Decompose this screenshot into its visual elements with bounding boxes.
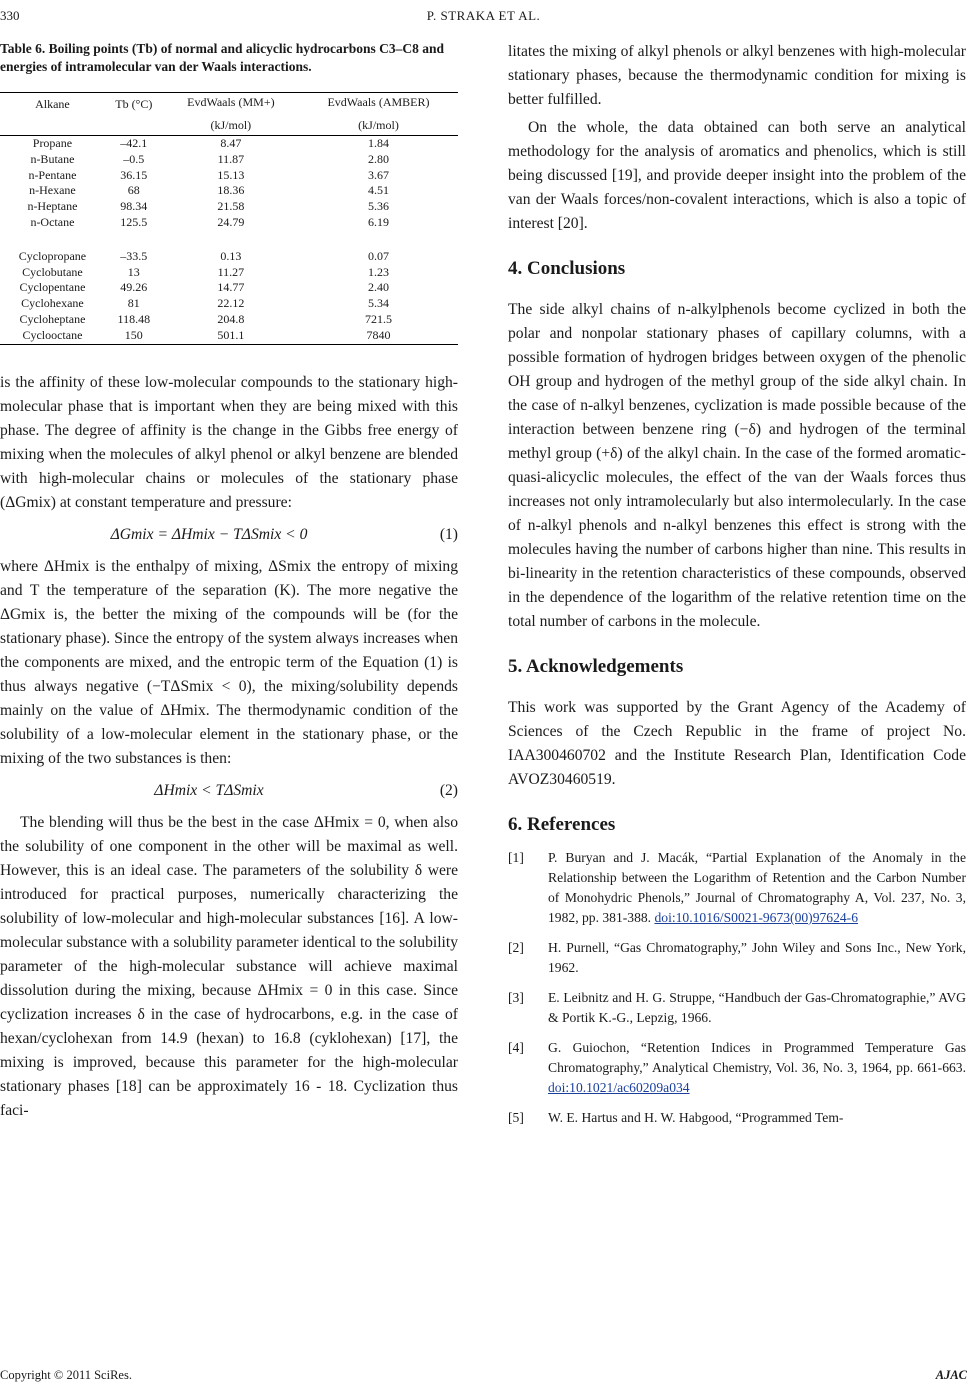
- table-row: [0, 199, 458, 215]
- right-paragraph-2: On the whole, the data obtained can both serve an analytical methodology for the analysis of aromatics and phenolics, which is still being discussed [19], and provide deeper insight into the problem of the van der Waals forces/non-covalent interactions, which is also a topic of interest [20].: [508, 119, 966, 232]
- table-cell: 68: [127, 183, 140, 198]
- table-cell: n-Octane: [30, 214, 75, 229]
- table-cell: 150: [124, 327, 143, 342]
- table-cell: 118.48: [117, 311, 151, 326]
- table-cell: 14.77: [217, 280, 245, 295]
- reference-doi-link[interactable]: doi:10.1021/ac60209a034: [548, 1080, 690, 1095]
- boiling-points-table: [0, 92, 458, 345]
- table-cell: 0.07: [367, 248, 389, 263]
- table-cell: 11.27: [217, 264, 245, 279]
- reference-text: [548, 1038, 966, 1098]
- table-row: [0, 280, 458, 296]
- reference-text: [548, 848, 966, 928]
- table-cell: n-Butane: [30, 151, 75, 166]
- table-cell: Cycloheptane: [19, 311, 86, 326]
- acknowledgements-text: This work was supported by the Grant Agency of the Academy of Sciences of the Czech Republic in the frame of project No. IAA300460702 and the Institute Research Plan, Identification Code AVOZ30460519.: [508, 699, 966, 788]
- equation-2: [0, 771, 458, 811]
- table-cell: 11.87: [217, 151, 245, 166]
- unit-mm: (kJ/mol): [163, 116, 299, 136]
- table-cell: 13: [127, 264, 140, 279]
- table-row: [0, 136, 458, 152]
- reference-number: [5]: [508, 1110, 524, 1125]
- table-cell: 22.12: [217, 296, 245, 311]
- table-row: [0, 152, 458, 168]
- table-row: [0, 168, 458, 184]
- page-number: 330: [0, 8, 20, 23]
- reference-text: [548, 938, 966, 978]
- reference-doi-link[interactable]: doi:10.1016/S0021-9673(00)97624-6: [654, 910, 859, 925]
- table-cell: –42.1: [120, 136, 148, 150]
- left-paragraph-1: is the affinity of these low-molecular compounds to the stationary high-molecular phase that is important when they are being mixed with this phase. The degree of affinity is the change in the Gibbs free energy of mixing when the molecules of alkyl phenol or alkyl benzene are blended with high-molecular chains or molecules of the stationary phase (ΔGmix) at constant temperature and pressure:: [0, 373, 458, 511]
- table-cell: 5.34: [367, 296, 389, 311]
- table-cell: Cyclooctane: [22, 327, 83, 342]
- right-paragraph-1: litates the mixing of alkyl phenols or alkyl benzenes with high-molecular stationary phases, because the thermodynamic condition for mixing is better fulfilled.: [508, 43, 966, 108]
- table-cell: 8.47: [220, 136, 242, 150]
- references-heading: 6. References: [508, 814, 616, 835]
- table-cell: 49.26: [120, 280, 148, 295]
- reference-number: [4]: [508, 1040, 524, 1055]
- table-cell: –33.5: [120, 248, 148, 263]
- table-caption: Table 6. Boiling points (Tb) of normal and alicyclic hydrocarbons C3–C8 and energies of intramolecular van der Waals interactions.: [0, 41, 445, 74]
- table-cell: n-Hexane: [29, 183, 76, 198]
- table-cell: 36.15: [120, 167, 148, 182]
- table-cell: 1.84: [367, 136, 389, 150]
- table-cell: 501.1: [217, 327, 245, 342]
- table-cell: Propane: [32, 136, 73, 150]
- unit-amber: (kJ/mol): [299, 116, 458, 136]
- table-row: [0, 183, 458, 199]
- left-paragraph-3: The blending will thus be the best in the case ΔHmix = 0, when also the solubility of one component in the other will be maximal as well. However, this is an ideal case. The parameters of the solubility δ were introduced for practical purposes, numerically characterizing the solubility of low-molecular and high-molecular substances [16]. A low-molecular substance with a solubility parameter identical to the solubility parameter of the high-molecular substance will achieve maximal dissolution during the mixing, because ΔHmix = 0 in this case. Since cyclization increases δ in the case of hydrocarbons, e.g. in the case of hexan/cyclohexan from 14.9 (hexan) to 16.8 (cyklohexan) [17], the mixing is improved, because this parameter for the high-molecular stationary phases [18] can be approximately 16 - 18. Cyclization thus faci-: [0, 813, 458, 1119]
- reference-body: H. Purnell, “Gas Chromatography,” John Wiley and Sons Inc., New York, 1962.: [548, 940, 966, 975]
- table-cell: 6.19: [367, 214, 389, 229]
- equation-1-expr: ΔGmix = ΔHmix − TΔSmix < 0: [110, 525, 308, 543]
- running-title: P. STRAKA ET AL.: [426, 8, 541, 23]
- col-mm: EvdWaals (MM+): [187, 95, 275, 109]
- reference-item: [508, 1108, 966, 1128]
- table-cell: 98.34: [120, 199, 148, 214]
- equation-2-expr: ΔHmix < TΔSmix: [154, 781, 264, 799]
- table-row: [0, 312, 458, 328]
- table-cell: Cyclobutane: [22, 264, 83, 279]
- table-cell: 721.5: [364, 311, 392, 326]
- table-cell: 2.40: [367, 280, 389, 295]
- table-cell: 2.80: [367, 151, 389, 166]
- equation-2-number: (2): [439, 781, 458, 799]
- table-cell: n-Heptane: [27, 199, 78, 214]
- reference-text: [548, 1108, 966, 1128]
- table-cell: 204.8: [217, 311, 245, 326]
- reference-item: [508, 988, 966, 1028]
- reference-item: [508, 1038, 966, 1098]
- col-amber: EvdWaals (AMBER): [327, 95, 430, 109]
- reference-item: [508, 848, 966, 928]
- table-row: [0, 328, 458, 344]
- table-cell: 3.67: [367, 167, 389, 182]
- table-cell: 5.36: [367, 199, 389, 214]
- col-tb: Tb (°C): [115, 97, 153, 111]
- left-column: [0, 40, 458, 1123]
- footer-copyright: Copyright © 2011 SciRes.: [0, 1368, 132, 1382]
- reference-number: [2]: [508, 940, 524, 955]
- table-body-normal: [0, 136, 458, 231]
- table-cell: 4.51: [367, 183, 389, 198]
- table-cell: Cyclopropane: [18, 248, 87, 263]
- acknowledgements-heading: 5. Acknowledgements: [508, 656, 684, 677]
- equation-1-number: (1): [439, 525, 458, 543]
- table-cell: 15.13: [217, 167, 245, 182]
- reference-number: [3]: [508, 990, 524, 1005]
- table-row: [0, 265, 458, 281]
- equation-1: [0, 515, 458, 555]
- reference-body: P. Buryan and J. Macák, “Partial Explanation of the Anomaly in the Relationship between the Logarithm of Retention and the Carbon Number of Monohydric Phenols,” Journal of Chromatography A, Vol. 237, No. 3, 1982, pp. 381-388.: [548, 850, 966, 925]
- table-cell: 21.58: [217, 199, 245, 214]
- reference-body: W. E. Hartus and H. W. Habgood, “Programmed Tem-: [548, 1110, 844, 1125]
- reference-body: G. Guiochon, “Retention Indices in Programmed Temperature Gas Chromatography,” Analytical Chemistry, Vol. 36, No. 3, 1964, pp. 661-663.: [548, 1040, 966, 1075]
- table-cell: 7840: [366, 327, 391, 342]
- table-cell: 1.23: [367, 264, 389, 279]
- reference-text: [548, 988, 966, 1028]
- table-cell: 24.79: [217, 214, 245, 229]
- table-cell: 0.13: [220, 248, 242, 263]
- right-column: [508, 40, 966, 1138]
- conclusions-text: The side alkyl chains of n-alkylphenols become cyclized in both the polar and nonpolar stationary phases of capillary columns, with a possible formation of hydrogen bridges between oxygen of the phenolic OH group and hydrogen of the methyl group of the side alkyl chain. In the case of n-alkyl benzenes, cyclization is made possible because of the interaction between benzene ring (−δ) and hydrogen of the terminal methyl group (+δ) of the alkyl chain. In the case of the formed aromatic-quasi-alicyclic molecules, the effect of the van der Waals forces thus increases not only intramolecularly but also intermolecularly. In the case of n-alkyl phenols and n-alkyl benzenes this effect is strong with the molecules having the number of carbons higher than nine. This results in bi-linearity in the retention characteristics of these compounds, observed in the dependence of the logarithm of the relative retention time on the total number of carbons in the molecule.: [508, 301, 966, 630]
- footer-journal: AJAC: [935, 1368, 967, 1382]
- table-cell: –0.5: [123, 151, 145, 166]
- reference-item: [508, 938, 966, 978]
- table-cell: n-Pentane: [28, 167, 77, 182]
- table-cell: 125.5: [120, 214, 148, 229]
- table-row: [0, 249, 458, 265]
- reference-number: [1]: [508, 850, 524, 865]
- reference-body: E. Leibnitz and H. G. Struppe, “Handbuch der Gas-Chromatographie,” AVG & Portik K.-G., Lepzig, 1966.: [548, 990, 966, 1025]
- table-cell: 18.36: [217, 183, 245, 198]
- table-row: [0, 215, 458, 231]
- col-alkane: Alkane: [35, 97, 70, 111]
- table-row: [0, 296, 458, 312]
- table-cell: 81: [127, 296, 140, 311]
- references-list: [508, 848, 966, 1128]
- table-cell: Cyclohexane: [21, 296, 84, 311]
- conclusions-heading: 4. Conclusions: [508, 258, 626, 279]
- table-cell: Cyclopentane: [19, 280, 86, 295]
- table-body-cyclic: [0, 249, 458, 344]
- left-paragraph-2: where ΔHmix is the enthalpy of mixing, ΔSmix the entropy of mixing and T the temperature of the separation (K). The more negative the ΔGmix is, the better the mixing of the compounds will be (for the stationary phase). Since the entropy of the system always increases when the components are mixed, and the entropic term of the Equation (1) is thus always negative (−TΔSmix < 0), the mixing/solubility depends mainly on the value of ΔHmix. The thermodynamic condition of the solubility of a low-molecular element in the stationary phase, or the mixing of the two substances is then:: [0, 557, 458, 767]
